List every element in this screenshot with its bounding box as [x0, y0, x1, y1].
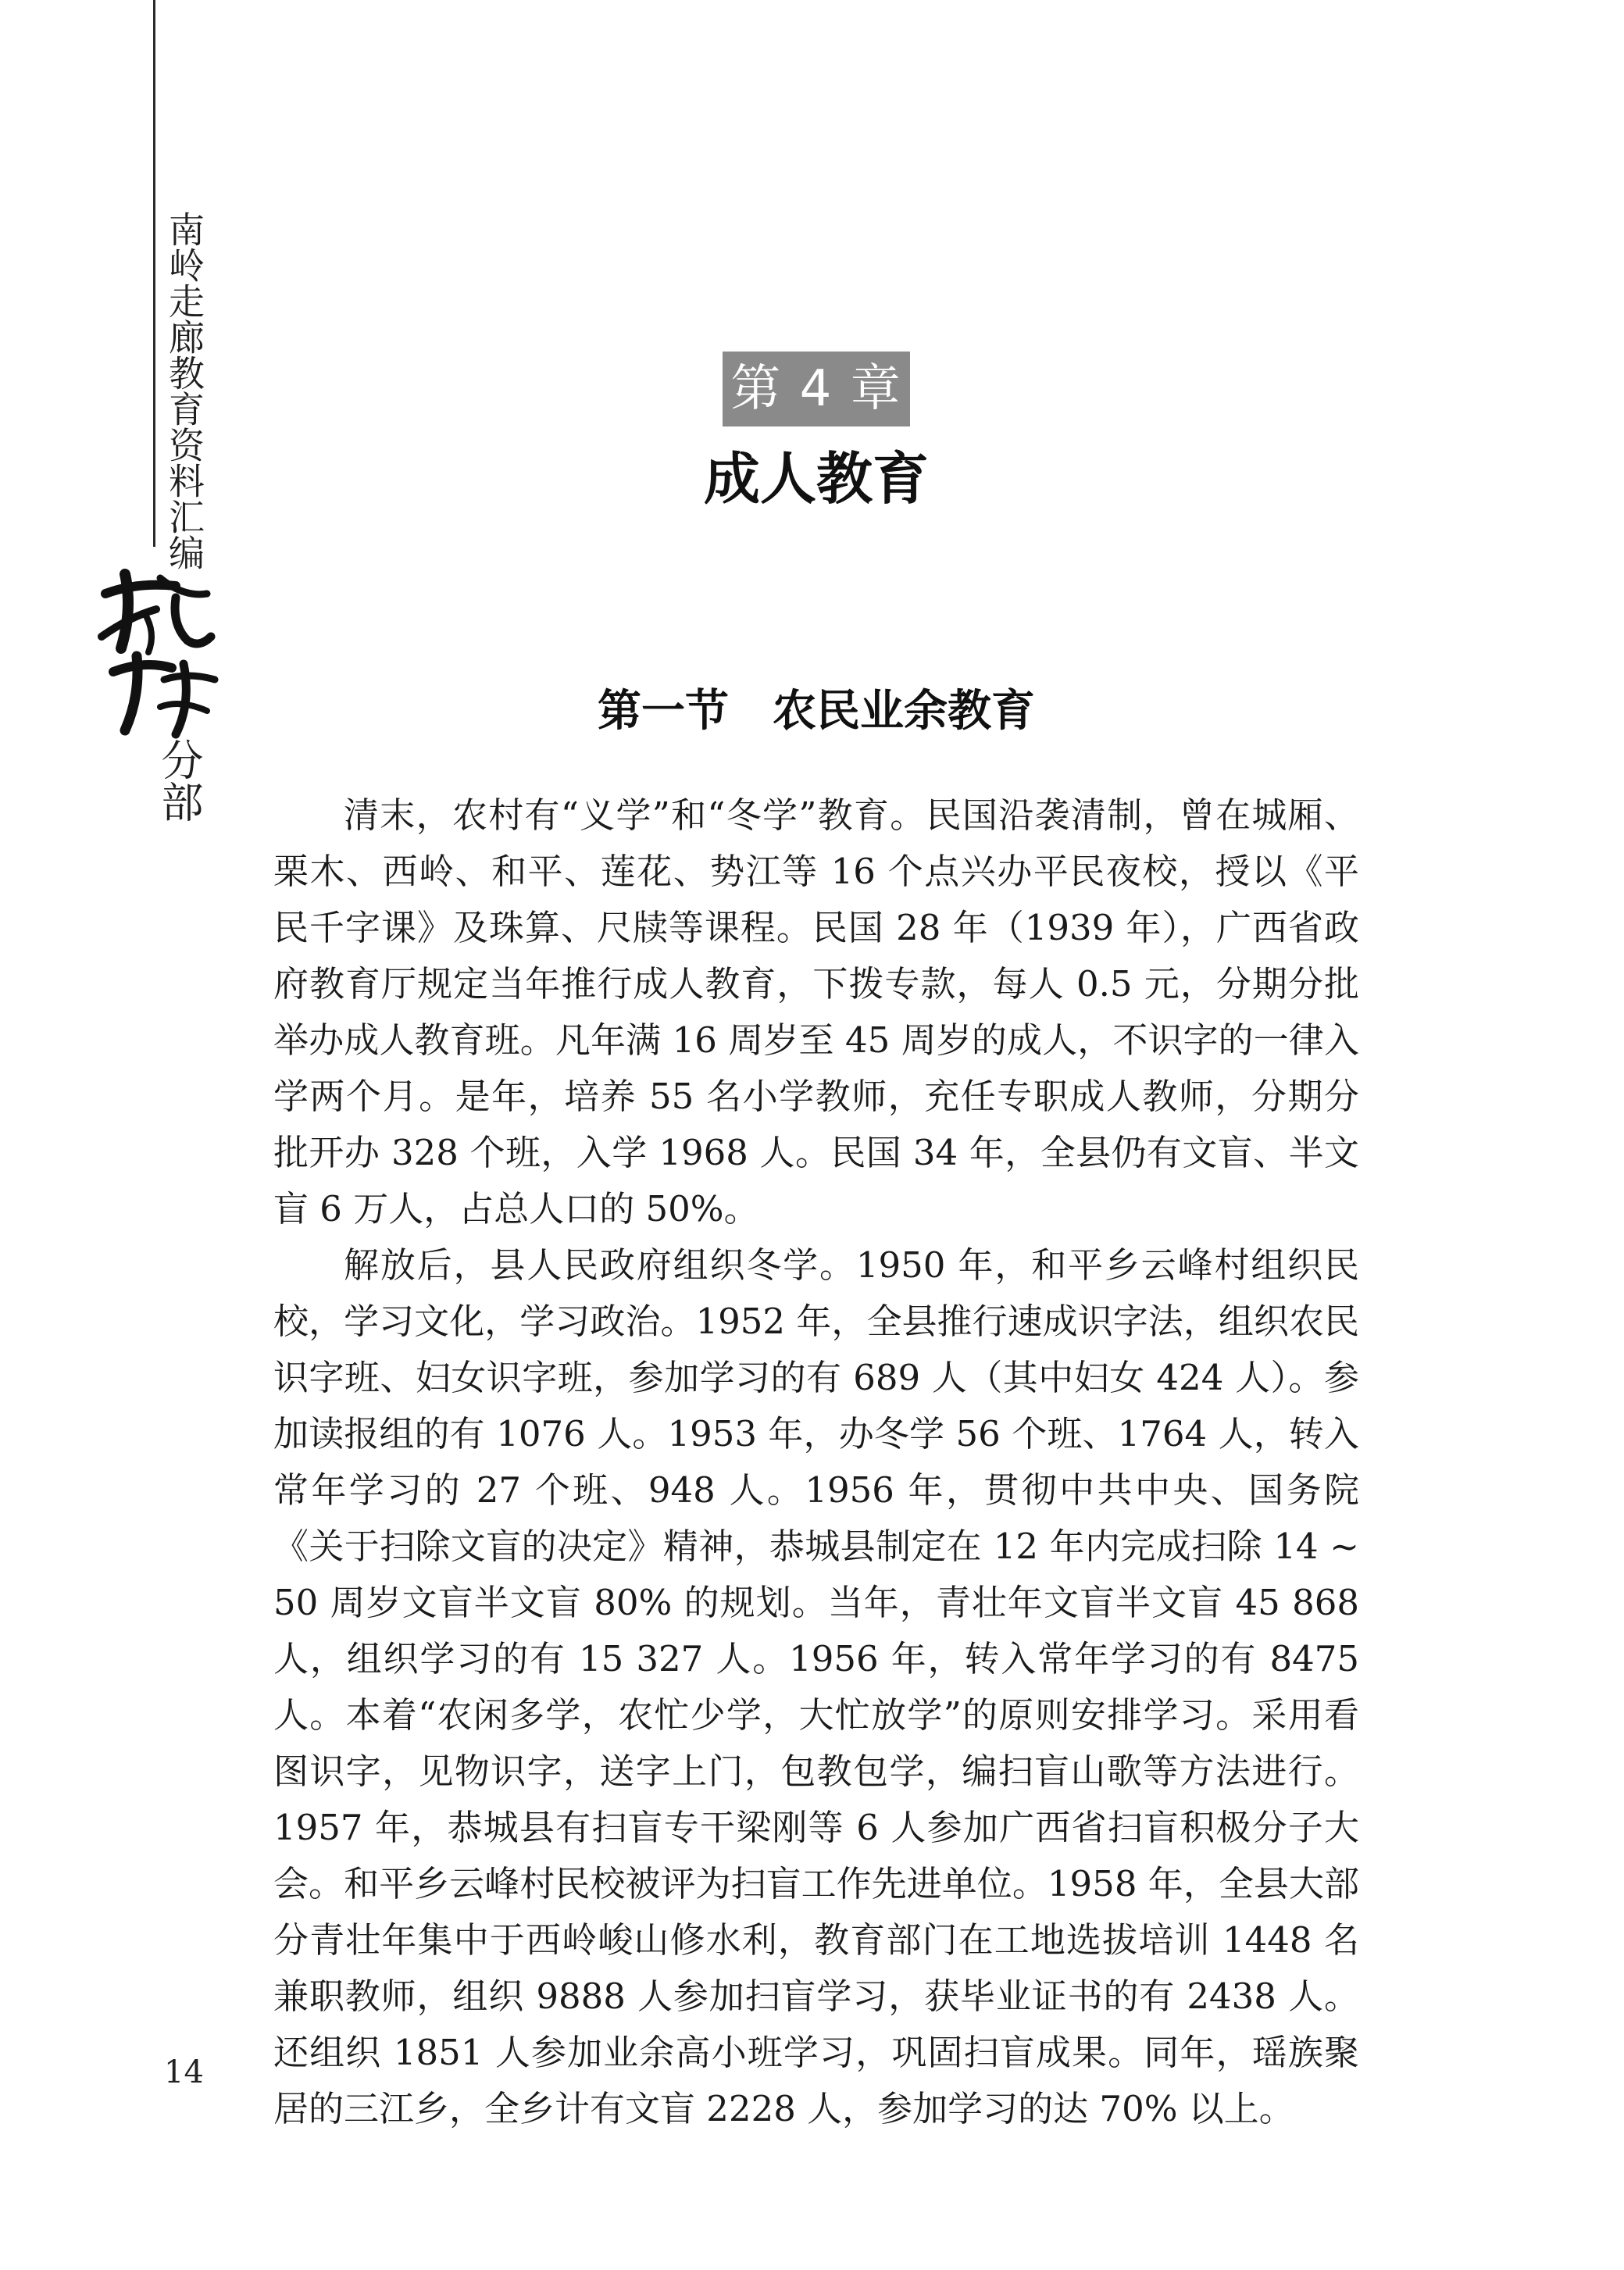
side-rule-middle	[153, 191, 155, 547]
section-title: 第一节 农民业余教育	[598, 685, 1035, 737]
calligraphy-logo	[90, 562, 223, 750]
calligraphy-logo-drawing	[90, 562, 223, 750]
side-rule-top	[153, 0, 155, 195]
series-title: 南岭走廊教育资料汇编	[163, 211, 205, 570]
chapter-badge: 第 4 章	[723, 352, 910, 427]
page-number: 14	[164, 2054, 204, 2090]
body-text	[273, 787, 1359, 2137]
branch-label: 分部	[155, 738, 204, 823]
paragraph: 解放后，县人民政府组织冬学。1950 年，和平乡云峰村组织民校，学习文化，学习政治。1952 年，全县推行速成识字法，组织农民识字班、妇女识字班，参加学习的有 689 人（其中妇女 424 人）。参加读报组的有 1076 人。1953 年，办冬学 56 个班、1764 人，转入常年学习的 27 个班、948 人。1956 年，贯彻中共中央、国务院《关于扫除文盲的决定》精神，恭城县制定在 12 年内完成扫除 14 ~ 50 周岁文盲半文盲 80% 的规划。当年，青壮年文盲半文盲 45 868 人，组织学习的有 15 327 人。1956 年，转入常年学习的有 8475 人。本着“农闲多学，农忙少学，大忙放学”的原则安排学习。采用看图识字，见物识字，送字上门，包教包学，编扫盲山歌等方法进行。1957 年，恭城县有扫盲专干梁刚等 6 人参加广西省扫盲积极分子大会。和平乡云峰村民校被评为扫盲工作先进单位。1958 年，全县大部分青壮年集中于西岭峻山修水利，教育部门在工地选拔培训 1448 名兼职教师，组织 9888 人参加扫盲学习，获毕业证书的有 2438 人。还组织 1851 人参加业余高小班学习，巩固扫盲成果。同年，瑶族聚居的三江乡，全乡计有文盲 2228 人，参加学习的达 70% 以上。	[273, 1244, 1359, 2129]
paragraph: 清末，农村有“义学”和“冬学”教育。民国沿袭清制，曾在城厢、栗木、西岭、和平、莲花、势江等 16 个点兴办平民夜校，授以《平民千字课》及珠算、尺牍等课程。民国 28 年（1939 年），广西省政府教育厅规定当年推行成人教育，下拨专款，每人 0.5 元，分期分批举办成人教育班。凡年满 16 周岁至 45 周岁的成人，不识字的一律入学两个月。是年，培养 55 名小学教师，充任专职成人教师，分期分批开办 328 个班，入学 1968 人。民国 34 年，全县仍有文盲、半文盲 6 万人，占总人口的 50%。	[273, 794, 1359, 1230]
chapter-title: 成人教育	[703, 446, 929, 512]
